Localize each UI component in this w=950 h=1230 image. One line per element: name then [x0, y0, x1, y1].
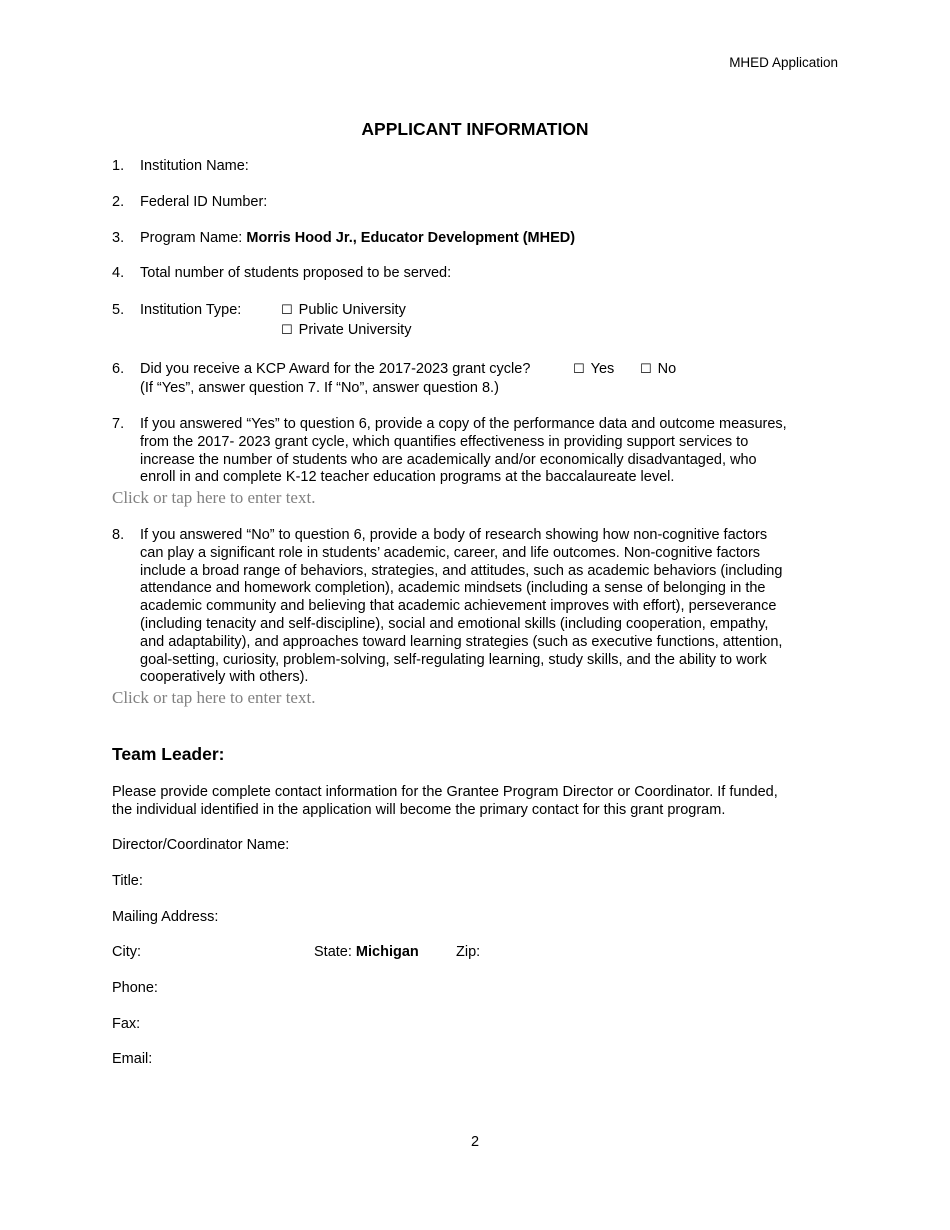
- zip-label: Zip:: [456, 944, 481, 960]
- team-leader-intro: [112, 784, 838, 820]
- q8-line: (including tenacity and self-discipline), social and emotional skills (including cooperation, empathy,: [140, 615, 769, 632]
- public-university-checkbox[interactable]: ☐: [281, 303, 293, 318]
- q2-number: 2.: [112, 194, 125, 210]
- director-name-label: Director/Coordinator Name:: [112, 837, 290, 853]
- kcp-award-note: (If “Yes”, answer question 7. If “No”, answer question 8.): [140, 380, 499, 396]
- q7-text: [140, 416, 840, 487]
- q8-text: [140, 527, 840, 687]
- q7-response-field[interactable]: Click or tap here to enter text.: [112, 488, 316, 507]
- students-served-label: Total number of students proposed to be served:: [140, 265, 452, 281]
- team-leader-heading: Team Leader:: [112, 744, 225, 764]
- kcp-no-checkbox[interactable]: ☐: [640, 362, 652, 377]
- q1-number: 1.: [112, 158, 125, 174]
- state-value: Michigan: [355, 944, 419, 960]
- public-university-label: Public University: [298, 302, 406, 318]
- public-university-option[interactable]: [281, 302, 406, 318]
- page-number: 2: [470, 1134, 480, 1150]
- kcp-yes-label: Yes: [590, 361, 615, 377]
- page-title: APPLICANT INFORMATION: [361, 119, 589, 139]
- program-name-label: Program Name:: [140, 230, 243, 246]
- q7-line: increase the number of students who are academically and/or economically disadvantaged, who: [140, 451, 757, 468]
- state-label: State:: [314, 944, 352, 960]
- q5-number: 5.: [112, 302, 125, 318]
- q4-number: 4.: [112, 265, 125, 281]
- title-label: Title:: [112, 873, 143, 889]
- private-university-label: Private University: [298, 322, 412, 338]
- kcp-yes-checkbox[interactable]: ☐: [573, 362, 585, 377]
- q8-line: goal-setting, curiosity, problem-solving, self-regulating learning, study skills, and the ability to work: [140, 651, 767, 668]
- kcp-no-label: No: [657, 361, 677, 377]
- q8-response-field[interactable]: Click or tap here to enter text.: [112, 688, 316, 707]
- q3-number: 3.: [112, 230, 125, 246]
- mailing-address-label: Mailing Address:: [112, 909, 219, 925]
- q8-line: include a broad range of behaviors, strategies, and attitudes, such as academic behaviors (including: [140, 562, 783, 579]
- intro-line: Please provide complete contact information for the Grantee Program Director or Coordinator. If funded,: [112, 784, 778, 800]
- q8-number: 8.: [112, 527, 125, 543]
- q8-line: can play a significant role in students’ academic, career, and life outcomes. Non-cognitive factors: [140, 544, 761, 561]
- phone-label: Phone:: [112, 980, 158, 996]
- q6-number: 6.: [112, 361, 125, 377]
- city-label: City:: [112, 944, 141, 960]
- q8-line: attendance and homework completion), academic mindsets (including a sense of belonging in the: [140, 580, 766, 597]
- institution-name-label: Institution Name:: [140, 158, 249, 174]
- private-university-option[interactable]: [281, 322, 411, 338]
- intro-line: the individual identified in the application will become the primary contact for this grant program.: [112, 801, 726, 818]
- q8-line: cooperatively with others).: [140, 669, 309, 686]
- program-name-value: Morris Hood Jr., Educator Development (MHED): [246, 230, 576, 246]
- state-row: [314, 944, 419, 960]
- program-name-row: [140, 230, 575, 246]
- q7-line: If you answered “Yes” to question 6, provide a copy of the performance data and outcome measures,: [140, 416, 787, 432]
- q8-line: and adaptability), and approaches toward learning strategies (such as executive functions, attention,: [140, 633, 783, 650]
- kcp-award-question: Did you receive a KCP Award for the 2017-2023 grant cycle?: [140, 361, 531, 377]
- fax-label: Fax:: [112, 1016, 141, 1032]
- kcp-yes-option[interactable]: [573, 361, 614, 377]
- q7-line: from the 2017- 2023 grant cycle, which quantifies effectiveness in providing support services to: [140, 433, 749, 450]
- email-label: Email:: [112, 1051, 153, 1067]
- q8-line: If you answered “No” to question 6, provide a body of research showing how non-cognitive factors: [140, 527, 768, 543]
- document-header: MHED Application: [729, 55, 838, 70]
- federal-id-label: Federal ID Number:: [140, 194, 268, 210]
- q8-line: academic community and believing that academic achievement improves with effort), perseverance: [140, 598, 777, 615]
- kcp-no-option[interactable]: [640, 361, 676, 377]
- q7-line: enroll in and complete K-12 teacher education programs at the baccalaureate level.: [140, 469, 675, 486]
- institution-type-label: Institution Type:: [140, 302, 242, 318]
- q7-number: 7.: [112, 416, 125, 432]
- private-university-checkbox[interactable]: ☐: [281, 323, 293, 338]
